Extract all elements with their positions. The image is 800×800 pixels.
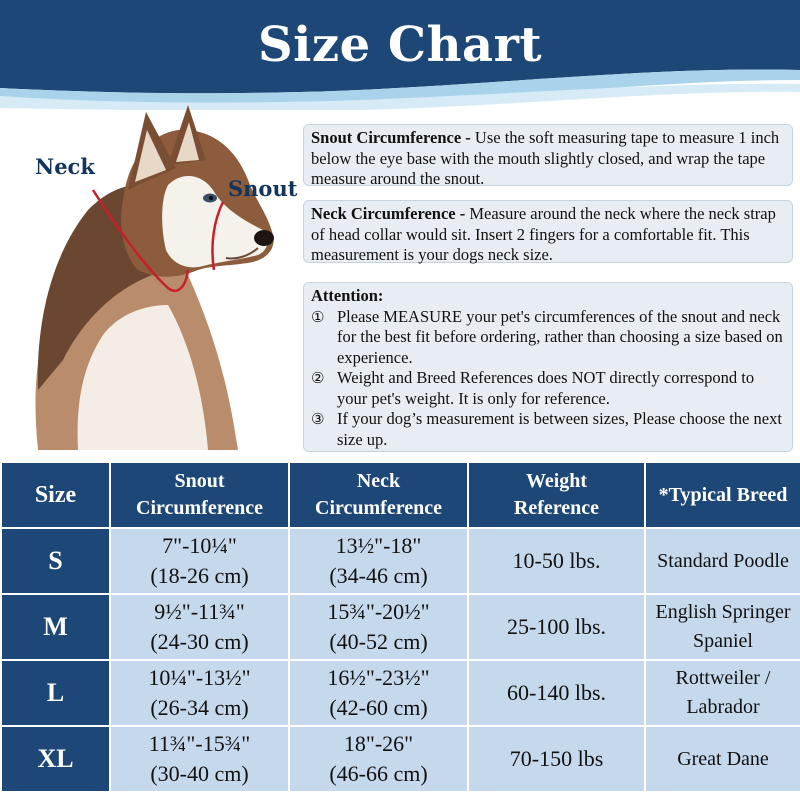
attention-text: Please MEASURE your pet's circumferences of the snout and neck for the best fit before ordering, rather than choosing a size based on experience. [337,306,783,367]
snout-heading: Snout Circumference - [311,128,475,147]
size-table [0,461,800,793]
neck-cell: 18"-26" (46-66 cm) [290,727,467,791]
size-cell: S [2,529,109,593]
attention-text: Weight and Breed References does NOT directly correspond to your pet's weight. It is only for reference. [337,368,755,408]
attention-text: If your dog’s measurement is between sizes, Please choose the next size up. [337,409,782,449]
neck-text: Measure around the neck where the neck strap of head collar would sit. Insert 2 fingers for a comfortable fit. This measurement is your dogs neck size. [311,204,776,264]
attention-number: ① [311,307,325,326]
weight-cell: 60-140 lbs. [469,661,644,725]
weight-cell: 70-150 lbs [469,727,644,791]
table-row [2,727,800,791]
breed-cell: English Springer Spaniel [646,595,800,659]
neck-cell: 16½"-23½" (42-60 cm) [290,661,467,725]
table-header-row [2,463,800,527]
size-cell: M [2,595,109,659]
attention-number: ③ [311,410,325,428]
header-weight: Weight Reference [469,463,644,527]
header-breed: *Typical Breed [646,463,800,527]
header-size: Size [2,463,109,527]
snout-cell: 11¾"-15¾" (30-40 cm) [111,727,288,791]
snout-cell: 10¼"-13½" (26-34 cm) [111,661,288,725]
neck-label: Neck [35,154,95,179]
neck-cell: 13½"-18" (34-46 cm) [290,529,467,593]
neck-heading: Neck Circumference - [311,204,470,223]
page-title: Size Chart [257,17,543,73]
snout-instructions-box [303,124,793,186]
attention-item [311,409,785,450]
snout-cell: 9½"-11¾" (24-30 cm) [111,595,288,659]
breed-cell: Standard Poodle [646,529,800,593]
attention-number: ② [311,369,325,387]
dog-illustration [18,90,308,450]
size-cell: XL [2,727,109,791]
neck-cell: 15¾"-20½" (40-52 cm) [290,595,467,659]
size-cell: L [2,661,109,725]
snout-label: Snout [228,176,298,201]
breed-cell: Great Dane [646,727,800,791]
attention-box [303,282,793,452]
table-row [2,529,800,593]
table-row [2,661,800,725]
attention-heading: Attention: [311,286,384,305]
breed-cell: Rottweiler / Labrador [646,661,800,725]
header-snout: Snout Circumference [111,463,288,527]
neck-instructions-box [303,200,793,263]
snout-cell: 7"-10¼" (18-26 cm) [111,529,288,593]
weight-cell: 10-50 lbs. [469,529,644,593]
size-table-container [0,461,800,800]
header-banner [0,0,800,100]
header-neck: Neck Circumference [290,463,467,527]
attention-item [311,307,785,369]
snout-text: Use the soft measuring tape to measure 1 inch below the eye base with the mouth slightly closed, and wrap the tape measure around the snout. [311,128,780,188]
attention-item [311,368,785,409]
table-row [2,595,800,659]
weight-cell: 25-100 lbs. [469,595,644,659]
